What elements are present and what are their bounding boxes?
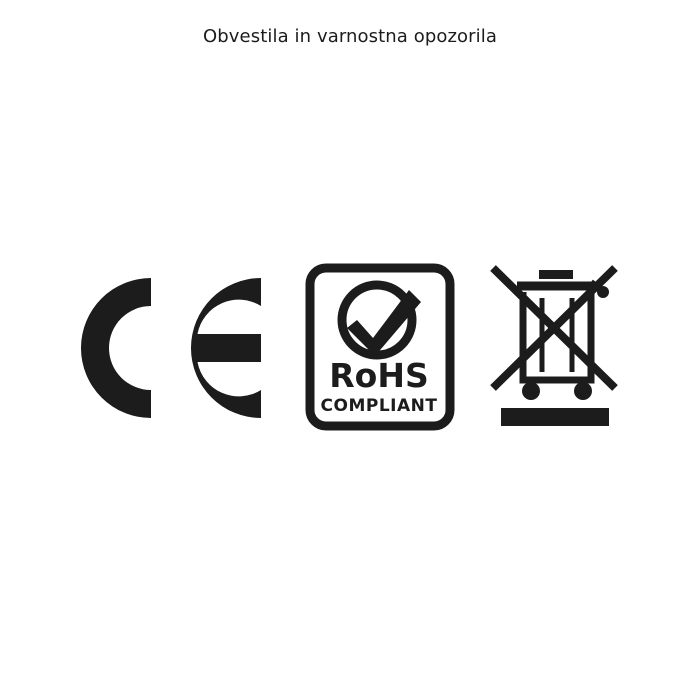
ce-mark-symbol: [73, 268, 273, 428]
page-title: Obvestila in varnostna opozorila: [203, 26, 497, 47]
ce-mark-icon: [73, 268, 273, 428]
rohs-compliant-label: COMPLIANT: [320, 396, 438, 416]
crossed-out-wheelie-bin-icon: [487, 260, 627, 435]
weee-symbol: [487, 260, 627, 435]
rohs-compliant-icon: [305, 260, 455, 435]
rohs-symbol: [305, 260, 455, 435]
compliance-symbol-row: [0, 255, 700, 440]
rohs-label: RoHS: [329, 356, 429, 395]
